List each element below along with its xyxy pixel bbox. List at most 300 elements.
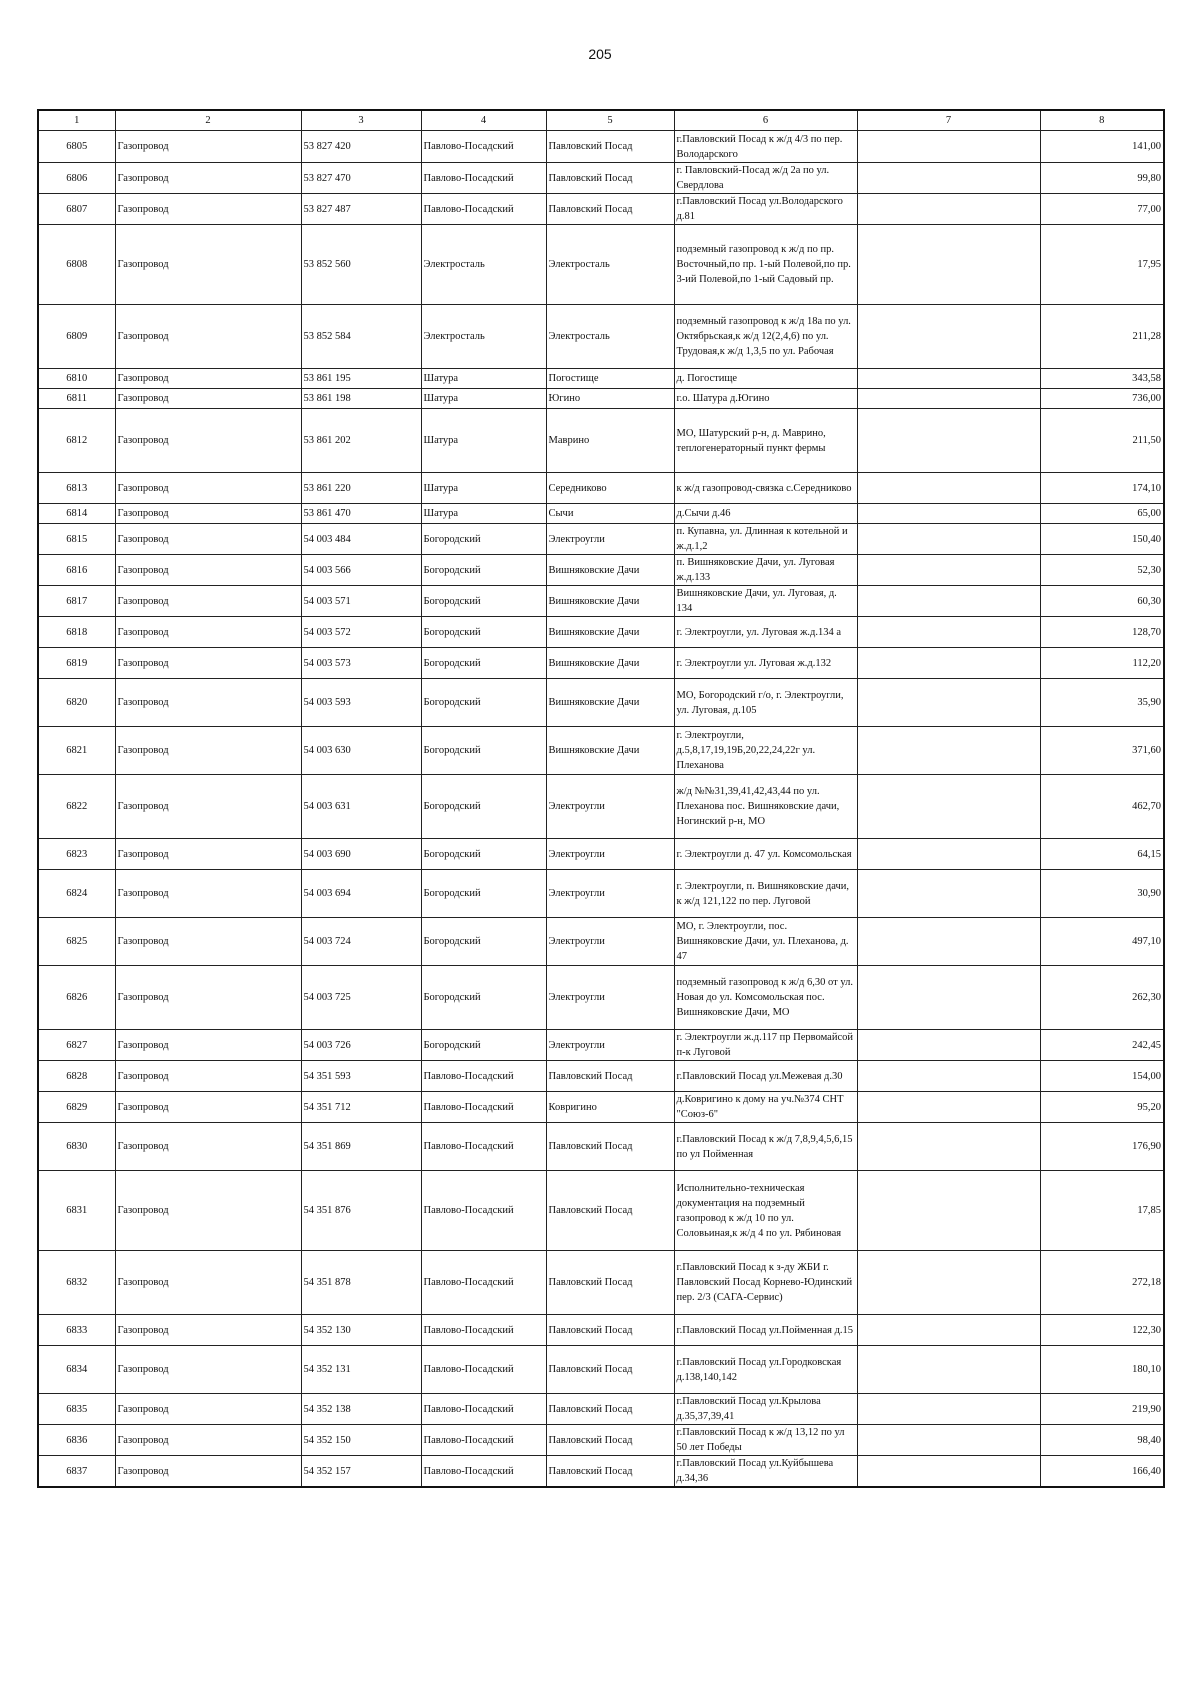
amount-cell: 343,58 <box>1040 369 1164 389</box>
object-code-cell: 53 827 470 <box>301 163 421 194</box>
district-cell: Богородский <box>421 524 546 555</box>
col7-cell <box>857 1456 1040 1488</box>
district-cell: Шатура <box>421 389 546 409</box>
row-number-cell: 6824 <box>38 870 115 918</box>
object-name-cell: Газопровод <box>115 617 301 648</box>
table-row <box>38 870 1164 918</box>
object-code-cell: 53 861 198 <box>301 389 421 409</box>
object-code-cell: 53 827 487 <box>301 194 421 225</box>
object-code-cell: 54 003 724 <box>301 918 421 966</box>
object-name-cell: Газопровод <box>115 1315 301 1346</box>
col7-cell <box>857 409 1040 473</box>
address-cell: г.Павловский Посад к ж/д 4/3 по пер. Володарского <box>674 131 857 163</box>
object-name-cell: Газопровод <box>115 131 301 163</box>
locality-cell: Электроугли <box>546 918 674 966</box>
row-number-cell: 6814 <box>38 504 115 524</box>
table-row <box>38 131 1164 163</box>
object-code-cell: 54 003 631 <box>301 775 421 839</box>
address-cell: подземный газопровод к ж/д по пр. Восточный,по пр. 1-ый Полевой,по пр. 3-ий Полевой,по 1-ый Садовый пр. <box>674 225 857 305</box>
district-cell: Богородский <box>421 870 546 918</box>
col7-cell <box>857 1171 1040 1251</box>
district-cell: Павлово-Посадский <box>421 1251 546 1315</box>
table-row <box>38 473 1164 504</box>
table-row <box>38 163 1164 194</box>
row-number-cell: 6807 <box>38 194 115 225</box>
col7-cell <box>857 1123 1040 1171</box>
object-name-cell: Газопровод <box>115 305 301 369</box>
row-number-cell: 6829 <box>38 1092 115 1123</box>
table-row <box>38 679 1164 727</box>
amount-cell: 77,00 <box>1040 194 1164 225</box>
object-name-cell: Газопровод <box>115 727 301 775</box>
row-number-cell: 6821 <box>38 727 115 775</box>
object-name-cell: Газопровод <box>115 1425 301 1456</box>
amount-cell: 141,00 <box>1040 131 1164 163</box>
amount-cell: 497,10 <box>1040 918 1164 966</box>
locality-cell: Электроугли <box>546 524 674 555</box>
object-code-cell: 54 352 157 <box>301 1456 421 1488</box>
amount-cell: 60,30 <box>1040 586 1164 617</box>
header-cell: 8 <box>1040 110 1164 131</box>
table-header-row <box>38 110 1164 131</box>
object-name-cell: Газопровод <box>115 369 301 389</box>
object-name-cell: Газопровод <box>115 225 301 305</box>
district-cell: Богородский <box>421 839 546 870</box>
address-cell: г.Павловский Посад ул.Крылова д.35,37,39,41 <box>674 1394 857 1425</box>
header-cell: 1 <box>38 110 115 131</box>
address-cell: Исполнительно-техническая документация на подземный газопровод к ж/д 10 по ул. Соловьиная,к ж/д 4 по ул. Рябиновая <box>674 1171 857 1251</box>
locality-cell: Павловский Посад <box>546 1171 674 1251</box>
address-cell: г. Электроугли, п. Вишняковские дачи, к ж/д 121,122 по пер. Луговой <box>674 870 857 918</box>
district-cell: Шатура <box>421 409 546 473</box>
object-name-cell: Газопровод <box>115 1251 301 1315</box>
locality-cell: Павловский Посад <box>546 194 674 225</box>
address-cell: г.о. Шатура д.Югино <box>674 389 857 409</box>
header-cell: 3 <box>301 110 421 131</box>
table-row <box>38 1251 1164 1315</box>
object-code-cell: 54 003 484 <box>301 524 421 555</box>
table-row <box>38 194 1164 225</box>
object-code-cell: 54 003 694 <box>301 870 421 918</box>
address-cell: г.Павловский Посад к з-ду ЖБИ г. Павловский Посад Корнево-Юдинский пер. 2/3 (САГА-Сервис) <box>674 1251 857 1315</box>
col7-cell <box>857 194 1040 225</box>
object-code-cell: 54 003 690 <box>301 839 421 870</box>
row-number-cell: 6815 <box>38 524 115 555</box>
locality-cell: Электросталь <box>546 225 674 305</box>
object-name-cell: Газопровод <box>115 409 301 473</box>
col7-cell <box>857 918 1040 966</box>
address-cell: п. Купавна, ул. Длинная к котельной и ж.д.1,2 <box>674 524 857 555</box>
amount-cell: 211,28 <box>1040 305 1164 369</box>
locality-cell: Погостище <box>546 369 674 389</box>
locality-cell: Павловский Посад <box>546 131 674 163</box>
address-cell: ж/д №№31,39,41,42,43,44 по ул. Плеханова пос. Вишняковские дачи, Ногинский р-н, МО <box>674 775 857 839</box>
row-number-cell: 6818 <box>38 617 115 648</box>
object-name-cell: Газопровод <box>115 775 301 839</box>
row-number-cell: 6820 <box>38 679 115 727</box>
object-code-cell: 54 352 150 <box>301 1425 421 1456</box>
page-number: 205 <box>588 46 612 62</box>
row-number-cell: 6806 <box>38 163 115 194</box>
district-cell: Шатура <box>421 369 546 389</box>
table-row <box>38 586 1164 617</box>
col7-cell <box>857 1394 1040 1425</box>
address-cell: г.Павловский Посад к ж/д 7,8,9,4,5,6,15 по ул Пойменная <box>674 1123 857 1171</box>
district-cell: Павлово-Посадский <box>421 1123 546 1171</box>
address-cell: г. Электроугли, д.5,8,17,19,19Б,20,22,24,22г ул. Плеханова <box>674 727 857 775</box>
table-row <box>38 409 1164 473</box>
col7-cell <box>857 504 1040 524</box>
amount-cell: 262,30 <box>1040 966 1164 1030</box>
amount-cell: 17,85 <box>1040 1171 1164 1251</box>
address-cell: г.Павловский Посад ул.Межевая д.30 <box>674 1061 857 1092</box>
locality-cell: Электроугли <box>546 966 674 1030</box>
row-number-cell: 6825 <box>38 918 115 966</box>
col7-cell <box>857 1030 1040 1061</box>
locality-cell: Павловский Посад <box>546 163 674 194</box>
row-number-cell: 6813 <box>38 473 115 504</box>
table-row <box>38 1456 1164 1488</box>
district-cell: Электросталь <box>421 305 546 369</box>
object-name-cell: Газопровод <box>115 524 301 555</box>
locality-cell: Павловский Посад <box>546 1346 674 1394</box>
locality-cell: Вишняковские Дачи <box>546 679 674 727</box>
object-name-cell: Газопровод <box>115 1346 301 1394</box>
district-cell: Павлово-Посадский <box>421 194 546 225</box>
object-name-cell: Газопровод <box>115 1171 301 1251</box>
table-row <box>38 839 1164 870</box>
col7-cell <box>857 617 1040 648</box>
table-row <box>38 369 1164 389</box>
object-name-cell: Газопровод <box>115 1123 301 1171</box>
locality-cell: Середниково <box>546 473 674 504</box>
amount-cell: 112,20 <box>1040 648 1164 679</box>
address-cell: МО, Богородский г/о, г. Электроугли, ул. Луговая, д.105 <box>674 679 857 727</box>
object-name-cell: Газопровод <box>115 163 301 194</box>
address-cell: п. Вишняковские Дачи, ул. Луговая ж.д.133 <box>674 555 857 586</box>
address-cell: д. Погостище <box>674 369 857 389</box>
district-cell: Богородский <box>421 775 546 839</box>
amount-cell: 219,90 <box>1040 1394 1164 1425</box>
table-row <box>38 1061 1164 1092</box>
amount-cell: 462,70 <box>1040 775 1164 839</box>
address-cell: Вишняковские Дачи, ул. Луговая, д. 134 <box>674 586 857 617</box>
address-cell: г. Электроугли д. 47 ул. Комсомольская <box>674 839 857 870</box>
col7-cell <box>857 1251 1040 1315</box>
row-number-cell: 6816 <box>38 555 115 586</box>
row-number-cell: 6805 <box>38 131 115 163</box>
amount-cell: 98,40 <box>1040 1425 1164 1456</box>
locality-cell: Павловский Посад <box>546 1315 674 1346</box>
district-cell: Павлово-Посадский <box>421 163 546 194</box>
object-code-cell: 53 852 560 <box>301 225 421 305</box>
header-cell: 2 <box>115 110 301 131</box>
table-row <box>38 555 1164 586</box>
district-cell: Богородский <box>421 966 546 1030</box>
table-row <box>38 617 1164 648</box>
object-name-cell: Газопровод <box>115 1394 301 1425</box>
district-cell: Павлово-Посадский <box>421 1171 546 1251</box>
address-cell: д.Ковригино к дому на уч.№374 СНТ "Союз-6" <box>674 1092 857 1123</box>
row-number-cell: 6834 <box>38 1346 115 1394</box>
address-cell: г. Электроугли ул. Луговая ж.д.132 <box>674 648 857 679</box>
locality-cell: Югино <box>546 389 674 409</box>
object-name-cell: Газопровод <box>115 918 301 966</box>
col7-cell <box>857 679 1040 727</box>
object-code-cell: 53 861 195 <box>301 369 421 389</box>
header-cell: 7 <box>857 110 1040 131</box>
object-code-cell: 54 003 571 <box>301 586 421 617</box>
amount-cell: 64,15 <box>1040 839 1164 870</box>
col7-cell <box>857 870 1040 918</box>
row-number-cell: 6835 <box>38 1394 115 1425</box>
address-cell: к ж/д газопровод-связка с.Середниково <box>674 473 857 504</box>
object-code-cell: 54 352 131 <box>301 1346 421 1394</box>
locality-cell: Вишняковские Дачи <box>546 648 674 679</box>
row-number-cell: 6808 <box>38 225 115 305</box>
table-row <box>38 1425 1164 1456</box>
locality-cell: Павловский Посад <box>546 1425 674 1456</box>
object-code-cell: 54 351 876 <box>301 1171 421 1251</box>
table-row <box>38 775 1164 839</box>
object-name-cell: Газопровод <box>115 1092 301 1123</box>
object-code-cell: 54 003 726 <box>301 1030 421 1061</box>
table-row <box>38 524 1164 555</box>
address-cell: подземный газопровод к ж/д 18а по ул. Октябрьская,к ж/д 12(2,4,6) по ул. Трудовая,к ж/д 1,3,5 по ул. Рабочая <box>674 305 857 369</box>
object-name-cell: Газопровод <box>115 504 301 524</box>
col7-cell <box>857 1425 1040 1456</box>
district-cell: Богородский <box>421 679 546 727</box>
amount-cell: 122,30 <box>1040 1315 1164 1346</box>
address-cell: г.Павловский Посад ул.Володарского д.81 <box>674 194 857 225</box>
district-cell: Богородский <box>421 727 546 775</box>
amount-cell: 174,10 <box>1040 473 1164 504</box>
row-number-cell: 6823 <box>38 839 115 870</box>
district-cell: Шатура <box>421 504 546 524</box>
col7-cell <box>857 648 1040 679</box>
table-row <box>38 1346 1164 1394</box>
amount-cell: 736,00 <box>1040 389 1164 409</box>
district-cell: Павлово-Посадский <box>421 1394 546 1425</box>
object-code-cell: 54 351 869 <box>301 1123 421 1171</box>
locality-cell: Вишняковские Дачи <box>546 555 674 586</box>
object-code-cell: 54 351 593 <box>301 1061 421 1092</box>
col7-cell <box>857 1092 1040 1123</box>
locality-cell: Павловский Посад <box>546 1456 674 1488</box>
table-row <box>38 966 1164 1030</box>
row-number-cell: 6830 <box>38 1123 115 1171</box>
object-code-cell: 54 003 725 <box>301 966 421 1030</box>
object-name-cell: Газопровод <box>115 473 301 504</box>
locality-cell: Ковригино <box>546 1092 674 1123</box>
amount-cell: 65,00 <box>1040 504 1164 524</box>
object-code-cell: 54 351 712 <box>301 1092 421 1123</box>
amount-cell: 30,90 <box>1040 870 1164 918</box>
district-cell: Павлово-Посадский <box>421 1061 546 1092</box>
row-number-cell: 6836 <box>38 1425 115 1456</box>
col7-cell <box>857 131 1040 163</box>
district-cell: Богородский <box>421 918 546 966</box>
object-code-cell: 54 352 138 <box>301 1394 421 1425</box>
amount-cell: 176,90 <box>1040 1123 1164 1171</box>
table-row <box>38 504 1164 524</box>
table-row <box>38 1030 1164 1061</box>
object-name-cell: Газопровод <box>115 389 301 409</box>
col7-cell <box>857 555 1040 586</box>
col7-cell <box>857 225 1040 305</box>
amount-cell: 272,18 <box>1040 1251 1164 1315</box>
amount-cell: 52,30 <box>1040 555 1164 586</box>
locality-cell: Павловский Посад <box>546 1394 674 1425</box>
table-row <box>38 1315 1164 1346</box>
locality-cell: Маврино <box>546 409 674 473</box>
locality-cell: Электросталь <box>546 305 674 369</box>
col7-cell <box>857 1315 1040 1346</box>
object-name-cell: Газопровод <box>115 648 301 679</box>
locality-cell: Павловский Посад <box>546 1123 674 1171</box>
col7-cell <box>857 524 1040 555</box>
district-cell: Павлово-Посадский <box>421 1315 546 1346</box>
address-cell: г.Павловский Посад ул.Куйбышева д.34,36 <box>674 1456 857 1488</box>
row-number-cell: 6822 <box>38 775 115 839</box>
table-row <box>38 648 1164 679</box>
table-row <box>38 1394 1164 1425</box>
row-number-cell: 6819 <box>38 648 115 679</box>
table-row <box>38 1123 1164 1171</box>
amount-cell: 99,80 <box>1040 163 1164 194</box>
district-cell: Павлово-Посадский <box>421 1092 546 1123</box>
table-row <box>38 1092 1164 1123</box>
amount-cell: 166,40 <box>1040 1456 1164 1488</box>
table-row <box>38 1171 1164 1251</box>
amount-cell: 180,10 <box>1040 1346 1164 1394</box>
district-cell: Электросталь <box>421 225 546 305</box>
object-code-cell: 53 861 470 <box>301 504 421 524</box>
row-number-cell: 6831 <box>38 1171 115 1251</box>
address-cell: г. Электроугли, ул. Луговая ж.д.134 а <box>674 617 857 648</box>
district-cell: Павлово-Посадский <box>421 1346 546 1394</box>
amount-cell: 371,60 <box>1040 727 1164 775</box>
locality-cell: Вишняковские Дачи <box>546 727 674 775</box>
object-code-cell: 53 827 420 <box>301 131 421 163</box>
locality-cell: Сычи <box>546 504 674 524</box>
registry-table <box>37 109 1165 1488</box>
locality-cell: Павловский Посад <box>546 1251 674 1315</box>
amount-cell: 35,90 <box>1040 679 1164 727</box>
row-number-cell: 6812 <box>38 409 115 473</box>
table-row <box>38 225 1164 305</box>
object-code-cell: 54 351 878 <box>301 1251 421 1315</box>
object-name-cell: Газопровод <box>115 1030 301 1061</box>
header-cell: 4 <box>421 110 546 131</box>
table-row <box>38 305 1164 369</box>
col7-cell <box>857 1346 1040 1394</box>
object-code-cell: 54 003 593 <box>301 679 421 727</box>
object-name-cell: Газопровод <box>115 839 301 870</box>
object-code-cell: 54 003 573 <box>301 648 421 679</box>
district-cell: Богородский <box>421 1030 546 1061</box>
col7-cell <box>857 586 1040 617</box>
object-code-cell: 53 852 584 <box>301 305 421 369</box>
table-row <box>38 389 1164 409</box>
object-code-cell: 54 003 566 <box>301 555 421 586</box>
amount-cell: 128,70 <box>1040 617 1164 648</box>
object-code-cell: 54 003 630 <box>301 727 421 775</box>
locality-cell: Павловский Посад <box>546 1061 674 1092</box>
object-code-cell: 53 861 220 <box>301 473 421 504</box>
row-number-cell: 6832 <box>38 1251 115 1315</box>
object-name-cell: Газопровод <box>115 194 301 225</box>
amount-cell: 242,45 <box>1040 1030 1164 1061</box>
row-number-cell: 6811 <box>38 389 115 409</box>
address-cell: МО, г. Электроугли, пос. Вишняковские Дачи, ул. Плеханова, д. 47 <box>674 918 857 966</box>
locality-cell: Электроугли <box>546 775 674 839</box>
address-cell: г.Павловский Посад ул.Городковская д.138,140,142 <box>674 1346 857 1394</box>
locality-cell: Вишняковские Дачи <box>546 617 674 648</box>
address-cell: г.Павловский Посад ул.Пойменная д.15 <box>674 1315 857 1346</box>
address-cell: г.Павловский Посад к ж/д 13,12 по ул 50 лет Победы <box>674 1425 857 1456</box>
col7-cell <box>857 389 1040 409</box>
table-row <box>38 727 1164 775</box>
row-number-cell: 6833 <box>38 1315 115 1346</box>
district-cell: Шатура <box>421 473 546 504</box>
object-name-cell: Газопровод <box>115 1061 301 1092</box>
row-number-cell: 6827 <box>38 1030 115 1061</box>
district-cell: Павлово-Посадский <box>421 1456 546 1488</box>
row-number-cell: 6810 <box>38 369 115 389</box>
locality-cell: Электроугли <box>546 839 674 870</box>
object-name-cell: Газопровод <box>115 966 301 1030</box>
address-cell: подземный газопровод к ж/д 6,30 от ул. Новая до ул. Комсомольская пос. Вишняковские Дачи, МО <box>674 966 857 1030</box>
locality-cell: Вишняковские Дачи <box>546 586 674 617</box>
col7-cell <box>857 727 1040 775</box>
district-cell: Богородский <box>421 617 546 648</box>
col7-cell <box>857 369 1040 389</box>
amount-cell: 17,95 <box>1040 225 1164 305</box>
object-code-cell: 54 352 130 <box>301 1315 421 1346</box>
row-number-cell: 6837 <box>38 1456 115 1488</box>
row-number-cell: 6828 <box>38 1061 115 1092</box>
row-number-cell: 6817 <box>38 586 115 617</box>
amount-cell: 95,20 <box>1040 1092 1164 1123</box>
address-cell: МО, Шатурский р-н, д. Маврино, теплогенераторный пункт фермы <box>674 409 857 473</box>
col7-cell <box>857 473 1040 504</box>
district-cell: Павлово-Посадский <box>421 1425 546 1456</box>
table-row <box>38 918 1164 966</box>
object-name-cell: Газопровод <box>115 555 301 586</box>
header-cell: 5 <box>546 110 674 131</box>
col7-cell <box>857 839 1040 870</box>
locality-cell: Электроугли <box>546 1030 674 1061</box>
col7-cell <box>857 163 1040 194</box>
object-name-cell: Газопровод <box>115 679 301 727</box>
address-cell: г. Павловский-Посад ж/д 2а по ул. Свердлова <box>674 163 857 194</box>
col7-cell <box>857 1061 1040 1092</box>
locality-cell: Электроугли <box>546 870 674 918</box>
address-cell: г. Электроугли ж.д.117 пр Первомайсой п-к Луговой <box>674 1030 857 1061</box>
amount-cell: 150,40 <box>1040 524 1164 555</box>
object-code-cell: 54 003 572 <box>301 617 421 648</box>
col7-cell <box>857 966 1040 1030</box>
address-cell: д.Сычи д.46 <box>674 504 857 524</box>
district-cell: Богородский <box>421 586 546 617</box>
object-name-cell: Газопровод <box>115 586 301 617</box>
district-cell: Павлово-Посадский <box>421 131 546 163</box>
row-number-cell: 6826 <box>38 966 115 1030</box>
col7-cell <box>857 775 1040 839</box>
object-code-cell: 53 861 202 <box>301 409 421 473</box>
object-name-cell: Газопровод <box>115 1456 301 1488</box>
